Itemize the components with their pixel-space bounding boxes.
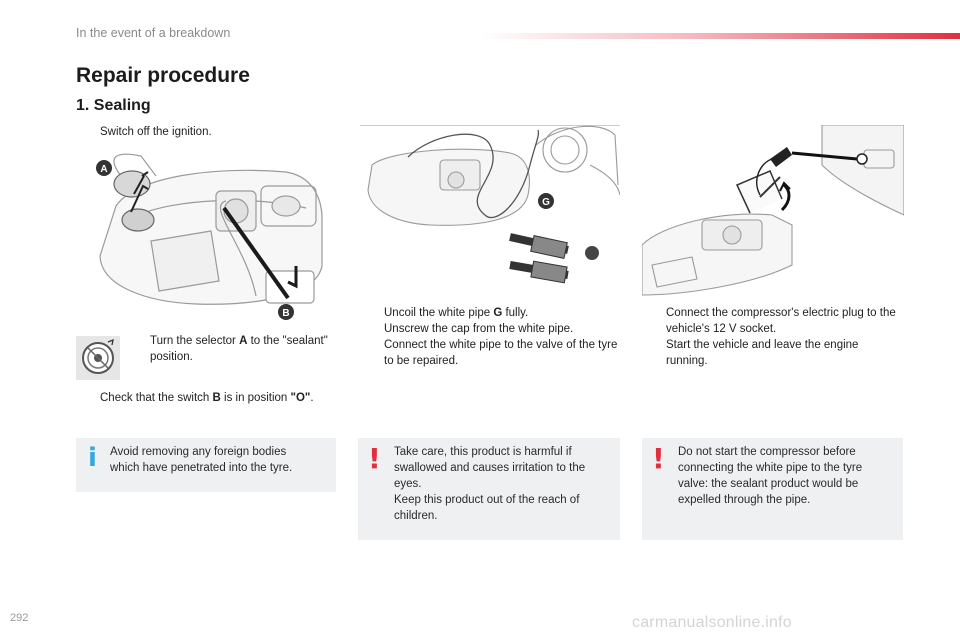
info-text: Avoid removing any foreign bodies which have penetrated into the tyre. bbox=[110, 446, 293, 474]
section-title: 1. Sealing bbox=[76, 97, 151, 114]
checkbox-bullet-icon bbox=[360, 305, 384, 321]
step-text-part: to the "sealant" position. bbox=[150, 335, 328, 363]
step-connect-plug bbox=[642, 305, 902, 337]
pipe-label: G bbox=[493, 307, 503, 319]
step-text-part: . bbox=[310, 392, 314, 404]
switch-label: B bbox=[212, 392, 221, 404]
checkbox-bullet-icon bbox=[360, 337, 384, 369]
warning-box-harmful bbox=[358, 438, 620, 540]
header-accent-bar bbox=[480, 33, 960, 39]
step-text: Connect the white pipe to the valve of the tyre to be repaired. bbox=[384, 339, 618, 367]
step-text-part: is in position bbox=[220, 392, 291, 404]
checkbox-bullet-icon bbox=[642, 305, 666, 337]
step-text-part: Turn the selector bbox=[150, 335, 240, 347]
step-text-part: Check that the switch bbox=[100, 392, 213, 404]
label-a-badge bbox=[96, 160, 112, 176]
checkbox-bullet-icon bbox=[126, 333, 150, 365]
white-pipe-illustration bbox=[360, 125, 620, 295]
compressor-illustration-ab bbox=[76, 146, 338, 328]
warning-text: Do not start the compressor before connecting the white pipe to the tyre valve: the sealant product would be expelled through the pipe. bbox=[678, 446, 863, 506]
step-switch-off bbox=[76, 124, 336, 140]
step-text bbox=[150, 333, 331, 365]
step-text-part: Uncoil the white pipe bbox=[384, 307, 494, 319]
warning-icon: ! bbox=[652, 442, 665, 475]
step-text-part: fully. bbox=[502, 307, 529, 319]
checkbox-bullet-icon bbox=[76, 390, 100, 406]
page-title: Repair procedure bbox=[76, 64, 250, 87]
step-text: Start the vehicle and leave the engine running. bbox=[666, 339, 859, 367]
step-text bbox=[100, 390, 314, 406]
warning-text bbox=[394, 444, 602, 524]
checkbox-bullet-icon bbox=[642, 337, 666, 369]
step-connect-pipe bbox=[360, 337, 618, 369]
step-turn-selector bbox=[126, 333, 331, 365]
step-text: Switch off the ignition. bbox=[100, 126, 212, 138]
step-text: Unscrew the cap from the white pipe. bbox=[384, 323, 574, 335]
watermark: carmanualsonline.info bbox=[632, 614, 792, 631]
selector-thumbnail bbox=[76, 336, 120, 380]
chapter-header: In the event of a breakdown bbox=[76, 26, 231, 40]
checkbox-bullet-icon bbox=[76, 124, 100, 140]
pipe-end-connector bbox=[510, 236, 599, 283]
warning-text-line: Keep this product out of the reach of children. bbox=[394, 494, 580, 522]
label-b-text: B bbox=[282, 308, 290, 319]
step-start-vehicle bbox=[642, 337, 892, 369]
step-check-switch bbox=[76, 390, 346, 406]
warning-icon: ! bbox=[368, 442, 381, 475]
step-unscrew-cap bbox=[360, 321, 620, 337]
plug-connection-illustration bbox=[642, 125, 904, 297]
page-number: 292 bbox=[10, 612, 29, 624]
label-g-badge bbox=[538, 193, 554, 209]
step-text: Connect the compressor's electric plug to the vehicle's 12 V socket. bbox=[666, 307, 896, 335]
label-a-text: A bbox=[100, 164, 108, 175]
info-box bbox=[76, 438, 336, 492]
step-uncoil-pipe bbox=[360, 305, 620, 321]
warning-text-line: Take care, this product is harmful if swallowed and causes irritation to the eyes. bbox=[394, 446, 586, 490]
checkbox-bullet-icon bbox=[360, 321, 384, 337]
warning-box-compressor bbox=[642, 438, 903, 540]
label-g-text: G bbox=[542, 197, 550, 208]
label-b-badge bbox=[278, 304, 294, 320]
selector-label: A bbox=[239, 335, 248, 347]
step-text bbox=[384, 305, 528, 321]
position-label: "O" bbox=[290, 392, 311, 404]
info-icon: i bbox=[88, 443, 97, 473]
